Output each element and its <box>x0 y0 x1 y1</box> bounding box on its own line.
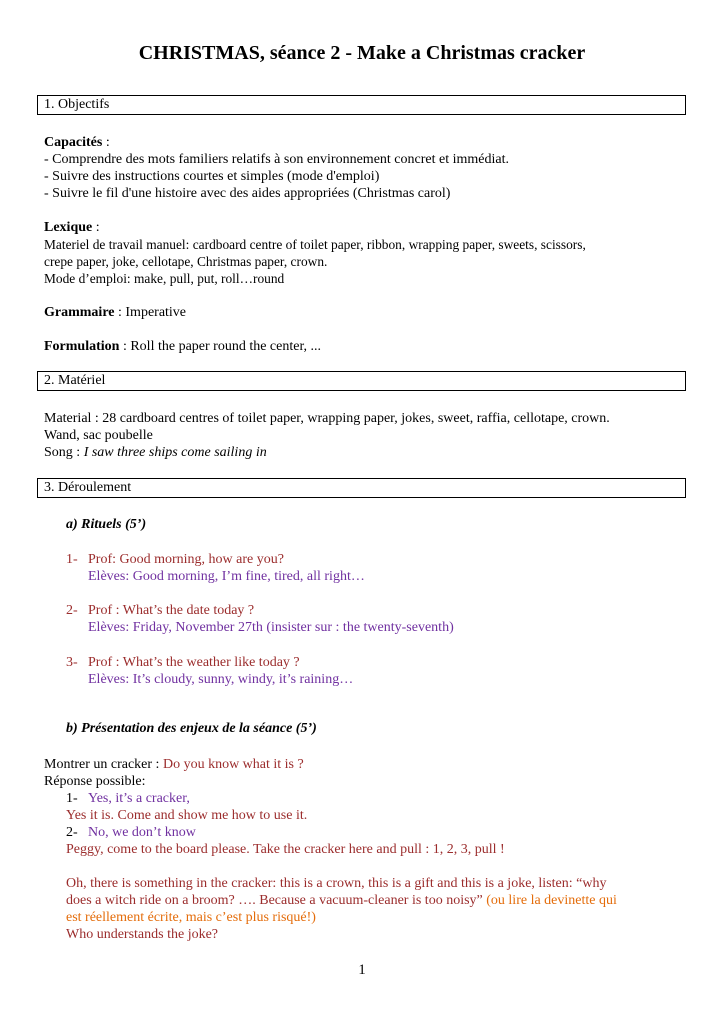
capacites-block: Capacités : - Comprendre des mots familiers relatifs à son environnement concret et immédiat. - Suivre des instructions courtes et simples (mode d'emploi) - Suivre le fil d'une histoire avec des aides appropriées (Christmas carol) <box>44 135 509 201</box>
song-title: I saw three ships come sailing in <box>83 445 267 460</box>
capacite-item: - Suivre le fil d'une histoire avec des aides appropriées (Christmas carol) <box>44 186 451 201</box>
joke-question: Who understands the joke? <box>66 927 219 942</box>
song-label: Song : <box>44 445 84 460</box>
answer-no: No, we don’t know <box>88 825 196 840</box>
answer-yes-follow: Yes it is. Come and show me how to use it. <box>66 808 308 823</box>
lexique-block: Lexique : Materiel de travail manuel: cardboard centre of toilet paper, ribbon, wrapping paper, sweets, scissors, crepe paper, joke, cellotape, Christmas paper, crown. Mode d’emploi: make, pull, put, roll…round <box>44 220 586 286</box>
formulation-label: Formulation <box>44 339 120 354</box>
rituel-item: 2- Prof : What’s the date today ? Elèves: Friday, November 27th (insister sur : the twenty-seventh) <box>66 603 454 635</box>
formulation-line: Formulation : Roll the paper round the center, ... <box>44 339 322 354</box>
section-header-materiel: 2. Matériel <box>37 371 686 391</box>
montrer-question: Do you know what it is ? <box>162 757 304 772</box>
grammaire-line: Grammaire : Imperative <box>44 305 187 320</box>
joke-block <box>66 875 617 943</box>
lexique-line: Materiel de travail manuel: cardboard centre of toilet paper, ribbon, wrapping paper, sweets, scissors, <box>44 237 586 252</box>
prof-line: Prof : What’s the date today ? <box>88 603 255 618</box>
section-header-deroulement: 3. Déroulement <box>37 478 686 498</box>
materiel-block <box>44 410 610 461</box>
joke-note: est réellement écrite, mais c’est plus risqué!) <box>66 910 316 925</box>
section-header-objectifs: 1. Objectifs <box>37 95 686 115</box>
page-title: CHRISTMAS, séance 2 - Make a Christmas cracker <box>138 42 586 64</box>
joke-note: (ou lire la devinette qui <box>482 893 617 908</box>
materiel-line: Material : 28 cardboard centres of toilet paper, wrapping paper, jokes, sweet, raffia, cellotape, crown. <box>44 411 610 426</box>
reponse-label: Réponse possible: <box>44 774 146 789</box>
prof-line: Prof: Good morning, how are you? <box>88 552 284 567</box>
subsection-rituels-title: a) Rituels (5’) <box>66 517 147 532</box>
capacites-label: Capacités <box>44 135 103 150</box>
capacite-item: - Suivre des instructions courtes et simples (mode d'emploi) <box>44 169 380 184</box>
capacite-item: - Comprendre des mots familiers relatifs à son environnement concret et immédiat. <box>44 152 509 167</box>
answer-yes: Yes, it’s a cracker, <box>88 791 190 806</box>
page-number: 1 <box>358 962 366 978</box>
eleves-line: Elèves: It’s cloudy, sunny, windy, it’s raining… <box>88 672 354 687</box>
lexique-label: Lexique <box>44 220 93 235</box>
eleves-line: Elèves: Friday, November 27th (insister sur : the twenty-seventh) <box>88 620 454 635</box>
answer-no-follow: Peggy, come to the board please. Take the cracker here and pull : 1, 2, 3, pull ! <box>66 842 505 857</box>
grammaire-label: Grammaire <box>44 305 115 320</box>
rituel-item: 3- Prof : What’s the weather like today ? Elèves: It’s cloudy, sunny, windy, it’s raining… <box>66 655 354 687</box>
joke-line: does a witch ride on a broom? …. Because a vacuum-cleaner is too noisy” <box>66 893 483 908</box>
lexique-line: Mode d’emploi: make, pull, put, roll…round <box>44 271 285 286</box>
subsection-presentation-title: b) Présentation des enjeux de la séance (5’) <box>66 721 317 736</box>
rituel-item: 1- Prof: Good morning, how are you? Elèves: Good morning, I’m fine, tired, all right… <box>66 552 365 584</box>
montrer-label: Montrer un cracker : <box>44 757 163 772</box>
lexique-line: crepe paper, joke, cellotape, Christmas paper, crown. <box>44 254 328 269</box>
eleves-line: Elèves: Good morning, I’m fine, tired, all right… <box>88 569 365 584</box>
joke-line: Oh, there is something in the cracker: this is a crown, this is a gift and this is a joke, listen: “why <box>66 876 607 891</box>
presentation-block: Montrer un cracker : Do you know what it is ? Réponse possible: 1- Yes, it’s a cracker, Yes it is. Come and show me how to use it. 2- No, we don’t know Peggy, come to the board please. Take the cracker here and pull : 1, 2, 3, pull ! <box>44 757 505 857</box>
prof-line: Prof : What’s the weather like today ? <box>88 655 300 670</box>
materiel-line: Wand, sac poubelle <box>44 428 153 443</box>
